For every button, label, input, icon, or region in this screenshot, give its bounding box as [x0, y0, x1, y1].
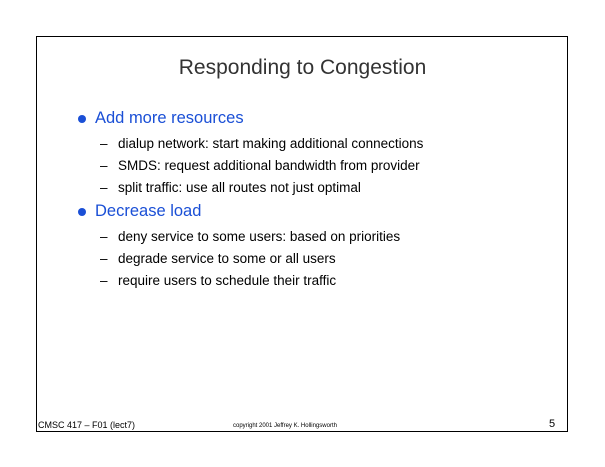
dash-icon: –	[100, 136, 108, 151]
dash-icon: –	[100, 180, 108, 195]
sub-item-text: SMDS: request additional bandwidth from provider	[118, 158, 420, 173]
sub-item-text: split traffic: use all routes not just optimal	[118, 180, 361, 195]
slide-title: Responding to Congestion	[178, 56, 427, 79]
sub-item-text: degrade service to some or all users	[118, 251, 336, 266]
bullet-dot-icon	[78, 208, 86, 216]
page-number: 5	[549, 418, 556, 430]
bullet-dot-icon	[78, 115, 86, 123]
sub-item-text: require users to schedule their traffic	[118, 273, 337, 288]
sub-item-text: dialup network: start making additional connections	[118, 136, 424, 151]
dash-icon: –	[100, 251, 108, 266]
bullet-label: Add more resources	[95, 109, 244, 127]
bullet-label: Decrease load	[95, 202, 202, 220]
dash-icon: –	[100, 273, 108, 288]
dash-icon: –	[100, 158, 108, 173]
sub-item-text: deny service to some users: based on priorities	[118, 229, 401, 244]
footer-copyright: copyright 2001 Jeffrey K. Hollingsworth	[233, 423, 337, 429]
footer-course: CMSC 417 – F01 (lect7)	[38, 420, 136, 430]
dash-icon: –	[100, 229, 108, 244]
